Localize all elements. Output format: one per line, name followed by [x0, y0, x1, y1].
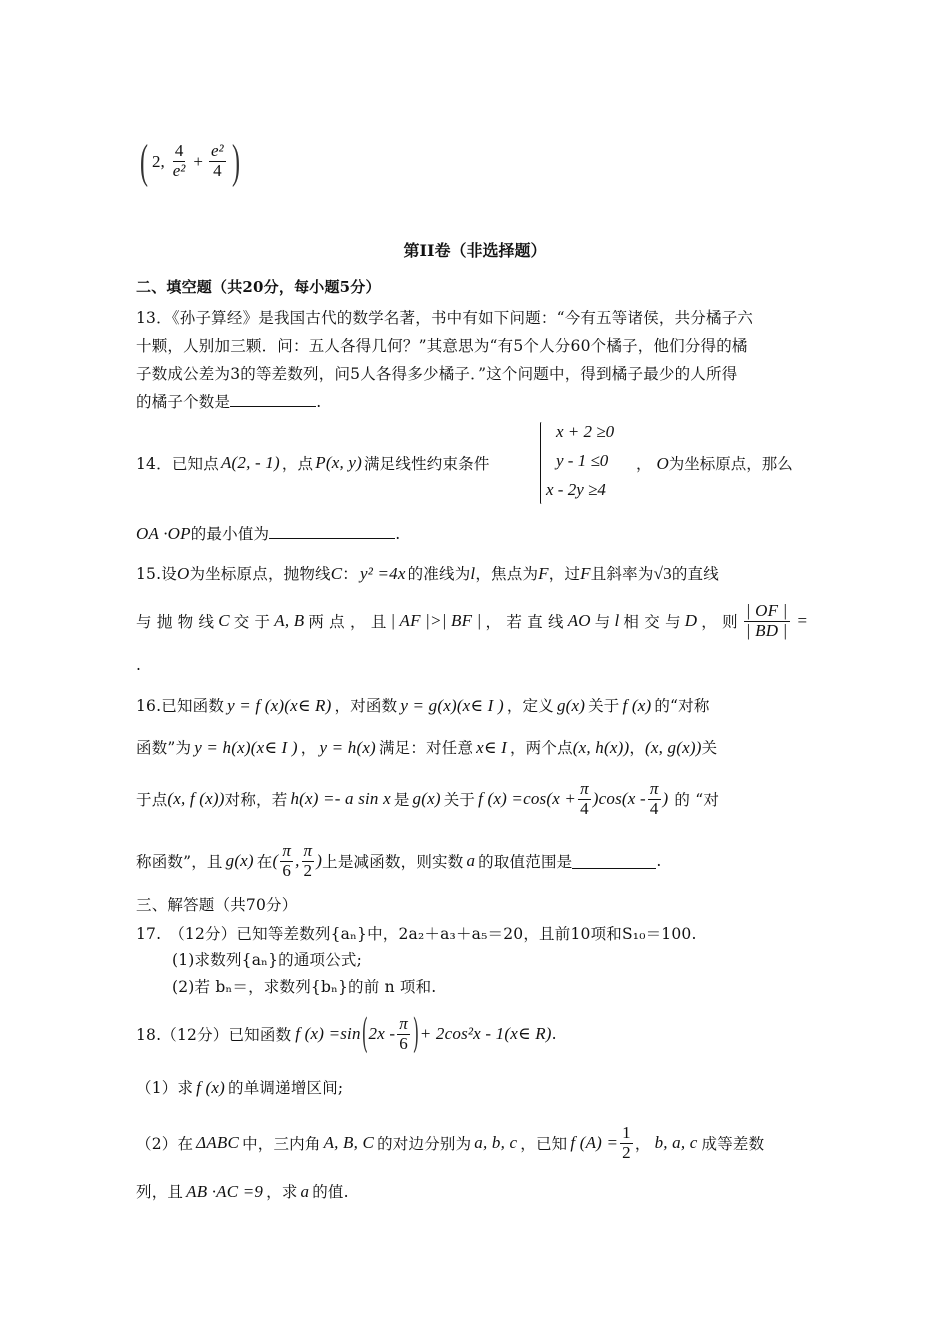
frac-den: e² — [172, 161, 186, 180]
frac-num: 1 — [622, 1123, 631, 1142]
text: . — [551, 1025, 557, 1043]
math-ao: AO — [567, 611, 591, 631]
math-dot-product: AB ·AC =9 — [186, 1182, 264, 1201]
frac-den: 6 — [282, 860, 292, 880]
frac-den: 2 — [303, 860, 313, 880]
math-point: (x, f (x)) — [167, 789, 225, 809]
origin-o: O — [656, 454, 669, 473]
text: 为坐标原点，抛物线 — [189, 565, 331, 583]
math-c: C — [330, 564, 343, 583]
vector-product: OA ·OP — [136, 524, 191, 543]
math-fa: f (A) = — [570, 1133, 619, 1153]
text: 是 — [393, 791, 410, 810]
math-inequality: | AF |>| BF | — [390, 611, 482, 631]
paren-open: ( — [361, 1011, 368, 1057]
text: 15.设 — [136, 565, 177, 583]
sqrt-3: √3 — [653, 564, 672, 583]
fraction-pi-6 — [280, 842, 293, 880]
fraction-4-e2 — [171, 142, 188, 180]
answer-two: 2, — [151, 151, 165, 171]
q14-end: . — [395, 525, 401, 543]
q14-line1 — [136, 452, 490, 474]
text: ： — [342, 565, 358, 583]
q13-line3: 子数成公差为3的等差数列，问5人各得多少橘子．”这个问题中，得到橘子最少的人所得 — [136, 365, 738, 383]
frac-num: π — [399, 1013, 408, 1033]
q15-line2 — [136, 602, 807, 640]
equals: = — [797, 611, 808, 631]
part2-header: 二、填空题（共20分，每小题5分） — [136, 278, 381, 296]
math-abc: A, B, C — [323, 1133, 375, 1153]
plus-sign: + — [193, 151, 203, 171]
paren-open: ( — [139, 135, 148, 188]
text: 关于 — [443, 791, 476, 810]
fraction-pi-4 — [578, 780, 591, 818]
q14-comma: ， — [636, 455, 652, 473]
frac-den: | BD | — [745, 620, 788, 640]
q14-line2 — [136, 522, 400, 544]
math-point: (x, g(x)) — [645, 738, 702, 757]
math-g: g(x) — [556, 696, 586, 715]
text: ，对函数 — [334, 697, 398, 715]
fraction-half — [620, 1124, 633, 1162]
answer-blank[interactable] — [230, 392, 316, 407]
q17-line2: (1)求数列{aₙ}的通项公式; — [172, 951, 363, 969]
math-f: f (x) =sin — [295, 1024, 361, 1043]
math-l: l — [470, 564, 476, 583]
text: ，求 — [266, 1183, 298, 1201]
text: . — [656, 852, 662, 871]
text: ， — [634, 1135, 651, 1154]
q15-line1 — [136, 562, 719, 584]
text: 上是减函数，则实数 — [322, 853, 464, 872]
q18-part2 — [136, 1124, 764, 1162]
constraint-3: x - 2y ≥4 — [546, 480, 606, 499]
paren-close: ) — [231, 135, 240, 188]
fraction-pi-4 — [648, 780, 661, 818]
math-f: F — [538, 564, 549, 583]
text: 16.已知函数 — [136, 697, 225, 715]
q18-part1 — [136, 1076, 343, 1098]
q16-line4 — [136, 842, 662, 880]
math-bac: b, a, c — [654, 1133, 698, 1153]
answer-blank[interactable] — [269, 524, 395, 539]
q13-text: 的橘子个数是 — [136, 393, 231, 411]
interval-open: ( — [272, 851, 279, 871]
math-a: a — [466, 851, 476, 871]
text: 称函数”，且 — [136, 853, 223, 872]
text: （2）在 — [136, 1135, 194, 1154]
q13-line1: 13．《孙子算经》是我国古代的数学名著，书中有如下问题：“今有五等诸侯，共分橘子六 — [136, 309, 754, 327]
constraint-brace — [540, 422, 543, 504]
text: 对称，若 — [224, 791, 288, 810]
math-g: g(x) — [412, 789, 441, 809]
math-h: y = h(x)(x∈ I ) — [194, 738, 298, 757]
text: （1）求 — [136, 1079, 194, 1097]
frac-den: 6 — [399, 1033, 408, 1053]
math-d: D — [684, 611, 698, 631]
frac-num: π — [649, 779, 659, 798]
interval-close: ) — [316, 851, 323, 871]
math-ab: A, B — [274, 611, 305, 631]
text: 中，三内角 — [242, 1135, 321, 1154]
fraction-pi-2 — [302, 842, 315, 880]
math-h: h(x) =- a sin x — [290, 789, 391, 809]
fraction-e2-4 — [209, 142, 226, 180]
point-a: A(2, - 1) — [220, 453, 280, 472]
math-f: f (x) — [196, 1078, 226, 1097]
math-f: F — [580, 564, 591, 583]
text: ， — [629, 739, 646, 757]
interval-comma: , — [295, 851, 300, 871]
math-h: y = h(x) — [319, 738, 376, 757]
answer-fragment — [136, 134, 244, 189]
q14-cond: 满足线性约束条件 — [363, 455, 490, 473]
frac-num: π — [282, 841, 292, 860]
q18-part3 — [136, 1180, 349, 1202]
q14-min: 的最小值为 — [190, 525, 270, 543]
q14-mid: ，点 — [281, 455, 314, 473]
constraint-1: x + 2 ≥0 — [556, 422, 615, 441]
math-l: l — [614, 611, 620, 631]
frac-den: 4 — [649, 798, 659, 818]
frac-num: e² — [210, 141, 224, 161]
q14-prefix: 14．已知点 — [136, 455, 219, 473]
text: 的值. — [312, 1183, 349, 1201]
math-point: (x, h(x)) — [572, 738, 630, 757]
text: 的取值范围是 — [478, 853, 573, 872]
text: 18.（12分）已知函数 — [136, 1026, 292, 1044]
text: 与 — [594, 613, 611, 632]
math-f: f (x) — [622, 696, 652, 715]
frac-den: 4 — [213, 161, 222, 180]
q13-line2: 十颗，人别加三颗．问：五人各得几何？”其意思为“有5个人分60个橘子，他们分得的橘 — [136, 337, 748, 355]
frac-num: π — [303, 841, 313, 860]
q18-line1 — [136, 1012, 557, 1056]
fraction-pi-6 — [397, 1015, 410, 1053]
math-abc-sides: a, b, c — [474, 1133, 518, 1153]
text: ，焦点为 — [475, 565, 539, 583]
math-f: f (x) =cos(x + — [478, 789, 577, 809]
frac-num: 4 — [174, 141, 184, 161]
text: 两 点 ， 且 — [308, 613, 387, 632]
q13-end: . — [316, 393, 322, 411]
section-title: 第II卷（非选择题） — [403, 241, 547, 260]
text: ， — [300, 739, 317, 757]
text: 关 — [701, 739, 718, 757]
text: 的准线为 — [407, 565, 471, 583]
math-c: C — [218, 611, 230, 631]
q17-line3: (2)若 bₙ＝，求数列{bₙ}的前 n 项和. — [172, 978, 437, 996]
text: 关于 — [588, 697, 620, 715]
text: 且斜率为 — [590, 565, 654, 583]
parabola-eq: y² =4x — [360, 564, 406, 583]
text: ，过 — [548, 565, 581, 583]
text: 在 — [256, 853, 273, 872]
math-g: y = g(x)(x∈ I ) — [400, 696, 504, 715]
math-f: ) — [662, 789, 669, 809]
frac-den: 4 — [580, 798, 589, 818]
text: 的直线 — [671, 565, 719, 583]
paren-close: ) — [412, 1011, 420, 1057]
text: ，定义 — [506, 697, 554, 715]
math-inner: 2x - — [368, 1024, 396, 1043]
text: 满足：对任意 — [378, 739, 474, 757]
answer-blank[interactable] — [572, 854, 656, 869]
math-x: x∈ I — [476, 738, 507, 757]
text: 函数”为 — [136, 739, 192, 757]
text: ， 则 — [701, 613, 738, 632]
q14-tail — [636, 452, 793, 474]
math-a: a — [300, 1182, 310, 1201]
text: 成等差数 — [701, 1135, 765, 1154]
math-g: g(x) — [225, 851, 254, 871]
frac-num: π — [580, 779, 589, 798]
constraint-2: y - 1 ≤0 — [556, 451, 609, 470]
math-triangle: ΔABC — [196, 1133, 240, 1153]
text: 与 抛 物 线 — [136, 613, 215, 632]
point-p: P(x, y) — [315, 453, 362, 472]
ratio-fraction — [744, 602, 790, 640]
text: 的 “对 — [674, 791, 720, 810]
text: 列，且 — [136, 1183, 184, 1201]
text: 交 于 — [233, 613, 271, 632]
q14-tail-text: 为坐标原点，那么 — [668, 455, 793, 473]
part3-header: 三、解答题（共70分） — [136, 896, 298, 914]
text: 于点 — [136, 791, 168, 810]
q16-line1 — [136, 694, 710, 716]
q13-line4 — [136, 390, 321, 412]
math-o: O — [176, 564, 190, 583]
text: ，已知 — [520, 1135, 568, 1154]
text: 的单调递增区间; — [228, 1079, 344, 1097]
text: 的“对称 — [654, 697, 710, 715]
text: 相 交 与 — [623, 613, 681, 632]
frac-den: 2 — [622, 1142, 631, 1162]
math-f: )cos(x - — [592, 789, 646, 809]
text: ， 若 直 线 — [485, 613, 564, 632]
q17-line1: 17. （12分）已知等差数列{aₙ}中，2a₂＋a₃＋a₅＝20，且前10项和S₁₀＝100. — [136, 925, 697, 943]
math-f: y = f (x)(x∈ R) — [227, 696, 332, 715]
frac-num: | OF | — [745, 601, 788, 620]
text: 的对边分别为 — [377, 1135, 472, 1154]
text: ，两个点 — [509, 739, 573, 757]
q15-dot: . — [136, 656, 142, 674]
q16-line2 — [136, 736, 717, 758]
math-f-tail: + 2cos²x - 1(x∈ R) — [419, 1024, 552, 1043]
q16-line3 — [136, 780, 719, 818]
